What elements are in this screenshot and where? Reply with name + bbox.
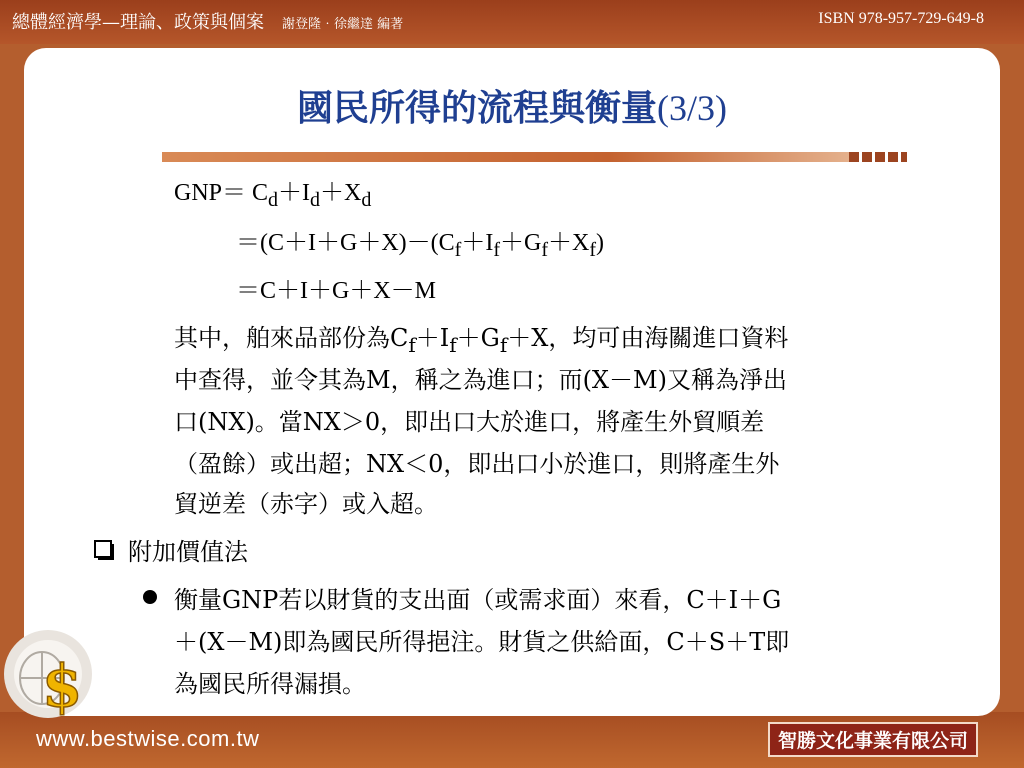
title-divider [162,152,907,162]
website-url: www.bestwise.com.tw [36,726,260,751]
slide-title: 國民所得的流程與衡量(3/3) [297,88,727,129]
isbn: ISBN 978-957-729-649-8 [818,10,984,27]
sub-bullet-line: ＋(X－M)即為國民所得挹注。財貨之供給面，C＋S＋T即 [174,628,790,656]
equation-line: $GNP= C_d+I_d+X_d$ [174,180,372,211]
publisher-name: 智勝文化事業有限公司 [768,722,978,757]
paragraph-line: 貿逆差（赤字）或入超。 [174,490,438,518]
equation-line: $=(C+I+G+X)-(C_f+I_f+G_f+X_f)$ [236,230,605,261]
book-authors: 謝登隆‧徐繼達 編著 [282,17,404,32]
paragraph-line: （盈餘）或出超；NX＜0，即出口小於進口，則將產生外 [174,450,780,478]
paragraph-line: 其中，舶來品部份為$C_f+I_f+G_f+X$，均可由海關進口資料 [174,324,789,357]
bullet-heading: 附加價值法 [128,538,248,566]
paragraph-line: 中查得，並令其為M，稱之為進口；而(X－M)又稱為淨出 [174,366,787,394]
sub-bullet-line: 為國民所得漏損。 [174,670,366,698]
globe-dollar-icon [2,628,94,720]
sub-bullet-line: 衡量GNP若以財貨的支出面（或需求面）來看，C＋I＋G [174,586,782,614]
checkbox-bullet-icon [94,540,112,558]
paragraph-line: 口(NX)。當NX＞0，即出口大於進口，將產生外貿順差 [174,408,765,436]
book-title: 總體經濟學—理論、政策與個案 謝登隆‧徐繼達 編著 [12,12,404,33]
equation-line: ＝C＋I＋G＋X－M [236,278,437,304]
dot-bullet-icon [143,590,157,604]
svg-text:$: $ [42,652,83,720]
